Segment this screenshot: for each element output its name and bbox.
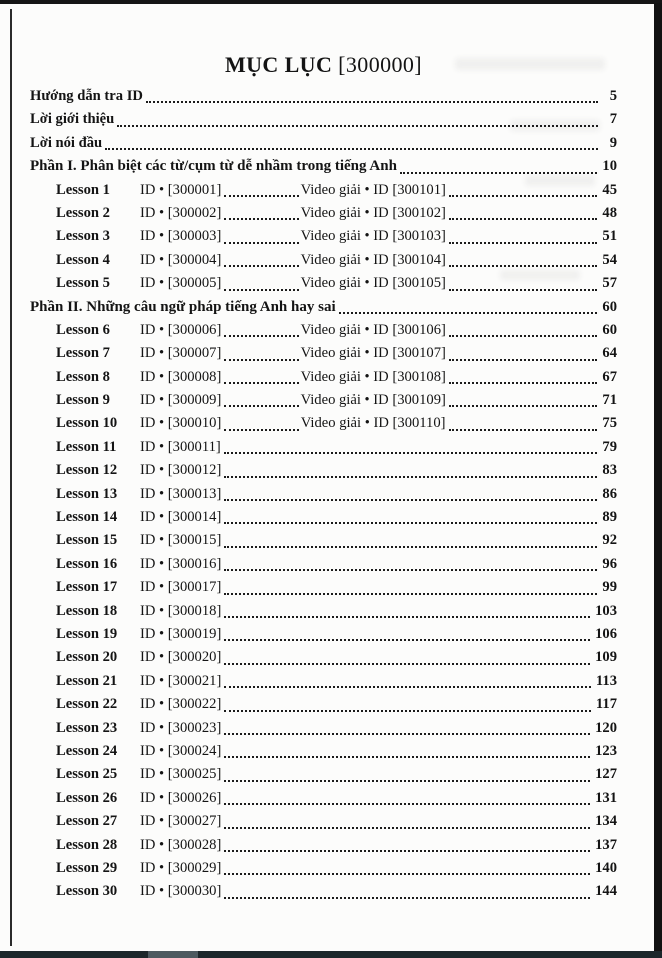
section-heading: Phần I. Phân biệt các từ/cụm từ dễ nhầm trong tiếng Anh [30, 158, 397, 175]
lesson-label: Lesson 24 [56, 742, 118, 759]
toc-entry-lesson [30, 717, 617, 740]
dot-leader [449, 429, 598, 431]
dot-leader [449, 195, 598, 197]
toc-entry-lesson [30, 670, 617, 693]
dot-leader [449, 405, 598, 407]
lesson-label: Lesson 17 [56, 579, 118, 596]
lesson-label: Lesson 12 [56, 462, 118, 479]
toc-entry-lesson [30, 202, 617, 225]
lesson-label: Lesson 28 [56, 836, 118, 853]
dot-leader [224, 827, 590, 829]
toc-entry-lesson [30, 787, 617, 810]
toc-entry-front-matter [30, 108, 617, 131]
lesson-label: Lesson 7 [56, 345, 110, 362]
lesson-label: Lesson 29 [56, 859, 118, 876]
dot-leader [449, 265, 598, 267]
lesson-video-id: Video giải • ID [300103] [300, 228, 446, 245]
lesson-id: ID • [300018] [140, 602, 222, 619]
page-number: 51 [602, 228, 617, 245]
lesson-label: Lesson 6 [56, 321, 110, 338]
page-number: 64 [602, 345, 617, 362]
lesson-id: ID • [300020] [140, 649, 222, 666]
page-number: 57 [602, 275, 617, 292]
page-number: 60 [602, 321, 617, 338]
toc-entry-lesson [30, 459, 617, 482]
dot-leader [224, 616, 590, 618]
lesson-id: ID • [300005] [140, 275, 222, 292]
dot-leader [224, 873, 590, 875]
lesson-label: Lesson 23 [56, 719, 118, 736]
dot-leader [224, 803, 590, 805]
page-fold-line [10, 9, 12, 946]
dot-leader [224, 382, 298, 384]
page-number: 103 [595, 602, 617, 619]
front-matter-label: Hướng dẫn tra ID [30, 88, 143, 104]
dot-leader [224, 569, 597, 571]
toc-entry-lesson [30, 693, 617, 716]
lesson-label: Lesson 4 [56, 251, 110, 268]
lesson-id: ID • [300009] [140, 392, 222, 409]
page-number: 10 [602, 158, 617, 175]
section-heading: Phần II. Những câu ngữ pháp tiếng Anh hay sai [30, 298, 336, 315]
page-number: 9 [609, 134, 617, 151]
dot-leader [224, 405, 298, 407]
scan-edge-right [654, 3, 662, 953]
lesson-label: Lesson 10 [56, 415, 118, 432]
page-number: 109 [595, 649, 617, 666]
dot-leader [449, 335, 598, 337]
toc-entry-lesson [30, 272, 617, 295]
lesson-id: ID • [300014] [140, 509, 222, 526]
lesson-label: Lesson 3 [56, 228, 110, 245]
page-number: 123 [595, 742, 617, 759]
lesson-label: Lesson 30 [56, 883, 118, 900]
dot-leader [449, 242, 598, 244]
toc-list [30, 85, 617, 904]
page-number: 79 [602, 438, 617, 455]
lesson-label: Lesson 25 [56, 766, 118, 783]
dot-leader [224, 639, 590, 641]
page-number: 60 [602, 298, 617, 315]
dot-leader [449, 289, 598, 291]
toc-entry-lesson [30, 623, 617, 646]
page-number: 140 [595, 859, 617, 876]
page-number: 45 [602, 181, 617, 198]
lesson-video-id: Video giải • ID [300106] [300, 321, 446, 338]
lesson-video-id: Video giải • ID [300110] [300, 415, 446, 432]
scan-edge-bottom [0, 951, 662, 958]
toc-entry-lesson [30, 225, 617, 248]
toc-entry-lesson [30, 389, 617, 412]
page-number: 137 [595, 836, 617, 853]
lesson-label: Lesson 21 [56, 672, 118, 689]
dot-leader [224, 593, 597, 595]
lesson-video-id: Video giải • ID [300101] [300, 181, 446, 198]
dot-leader [449, 218, 598, 220]
page-number: 75 [602, 415, 617, 432]
lesson-id: ID • [300026] [140, 789, 222, 806]
dot-leader [224, 265, 298, 267]
scan-edge-bottom-segment [148, 951, 198, 958]
lesson-id: ID • [300019] [140, 625, 222, 642]
toc-entry-lesson [30, 436, 617, 459]
lesson-id: ID • [300006] [140, 321, 222, 338]
lesson-video-id: Video giải • ID [300109] [300, 392, 446, 409]
toc-section-heading-row [30, 296, 617, 319]
dot-leader [224, 218, 298, 220]
dot-leader [224, 756, 590, 758]
lesson-label: Lesson 11 [56, 438, 117, 455]
toc-entry-lesson [30, 763, 617, 786]
page-number: 92 [602, 532, 617, 549]
toc-entry-lesson [30, 834, 617, 857]
dot-leader [224, 686, 591, 688]
toc-entry-lesson [30, 810, 617, 833]
lesson-id: ID • [300023] [140, 719, 222, 736]
front-matter-label: Lời nói đầu [30, 134, 103, 151]
lesson-id: ID • [300017] [140, 579, 222, 596]
lesson-id: ID • [300012] [140, 462, 222, 479]
page-number: 144 [595, 883, 617, 900]
scan-edge-top [0, 0, 662, 4]
toc-entry-lesson [30, 529, 617, 552]
lesson-label: Lesson 15 [56, 532, 118, 549]
lesson-label: Lesson 5 [56, 275, 110, 292]
toc-entry-lesson [30, 249, 617, 272]
page-number: 117 [595, 696, 617, 713]
lesson-id: ID • [300025] [140, 766, 222, 783]
lesson-label: Lesson 27 [56, 813, 118, 830]
toc-entry-lesson [30, 553, 617, 576]
lesson-id: ID • [300001] [140, 181, 222, 198]
dot-leader [224, 850, 590, 852]
dot-leader [224, 289, 298, 291]
toc-entry-lesson [30, 600, 617, 623]
lesson-label: Lesson 14 [56, 509, 118, 526]
front-matter-label: Lời giới thiệu [30, 111, 115, 128]
toc-entry-lesson [30, 319, 617, 342]
toc-entry-lesson [30, 506, 617, 529]
lesson-id: ID • [300015] [140, 532, 222, 549]
dot-leader [224, 429, 298, 431]
toc-entry-lesson [30, 857, 617, 880]
page-number: 7 [609, 111, 617, 128]
toc-entry-lesson [30, 576, 617, 599]
dot-leader [224, 476, 597, 478]
dot-leader [449, 359, 598, 361]
lesson-id: ID • [300022] [140, 696, 222, 713]
page-number: 99 [602, 579, 617, 596]
page-title-id: [300000] [338, 52, 423, 77]
lesson-label: Lesson 22 [56, 696, 118, 713]
dot-leader [224, 710, 591, 712]
toc-entry-front-matter [30, 132, 617, 155]
page-number: 5 [609, 88, 617, 104]
lesson-label: Lesson 18 [56, 602, 118, 619]
page-number: 54 [602, 251, 617, 268]
page-number: 127 [595, 766, 617, 783]
lesson-label: Lesson 26 [56, 789, 118, 806]
toc-entry-lesson [30, 179, 617, 202]
lesson-id: ID • [300021] [140, 672, 222, 689]
dot-leader [224, 733, 590, 735]
page-number: 48 [602, 204, 617, 221]
lesson-id: ID • [300002] [140, 204, 222, 221]
lesson-label: Lesson 8 [56, 368, 110, 385]
dot-leader [224, 335, 298, 337]
lesson-video-id: Video giải • ID [300102] [300, 204, 446, 221]
dot-leader [339, 312, 598, 314]
lesson-video-id: Video giải • ID [300107] [300, 345, 446, 362]
page-number: 89 [602, 509, 617, 526]
toc-entry-lesson [30, 880, 617, 903]
page-number: 67 [602, 368, 617, 385]
page-number: 96 [602, 555, 617, 572]
dot-leader [224, 359, 298, 361]
toc-section-heading-row [30, 155, 617, 178]
toc-entry-front-matter [30, 85, 617, 108]
lesson-label: Lesson 19 [56, 625, 118, 642]
dot-leader [224, 663, 590, 665]
toc-entry-lesson [30, 342, 617, 365]
toc-entry-lesson [30, 740, 617, 763]
dot-leader [400, 172, 597, 174]
lesson-id: ID • [300003] [140, 228, 222, 245]
dot-leader [224, 546, 597, 548]
lesson-label: Lesson 16 [56, 555, 118, 572]
lesson-id: ID • [300030] [140, 883, 222, 900]
page-number: 71 [602, 392, 617, 409]
lesson-video-id: Video giải • ID [300108] [300, 368, 446, 385]
lesson-id: ID • [300008] [140, 368, 222, 385]
toc-entry-lesson [30, 366, 617, 389]
lesson-id: ID • [300013] [140, 485, 222, 502]
toc-entry-lesson [30, 483, 617, 506]
lesson-id: ID • [300027] [140, 813, 222, 830]
dot-leader [224, 452, 598, 454]
lesson-id: ID • [300010] [140, 415, 222, 432]
page-title-text: MỤC LỤC [224, 52, 333, 77]
toc-entry-lesson [30, 412, 617, 435]
lesson-video-id: Video giải • ID [300105] [300, 275, 446, 292]
page-number: 113 [595, 672, 617, 689]
lesson-label: Lesson 2 [56, 204, 110, 221]
lesson-label: Lesson 13 [56, 485, 118, 502]
dot-leader [224, 242, 298, 244]
dot-leader [224, 499, 597, 501]
lesson-id: ID • [300028] [140, 836, 222, 853]
dot-leader [224, 897, 590, 899]
lesson-video-id: Video giải • ID [300104] [300, 251, 446, 268]
dot-leader [224, 522, 597, 524]
page-number: 86 [602, 485, 617, 502]
lesson-id: ID • [300011] [140, 438, 221, 455]
page-number: 134 [595, 813, 617, 830]
dot-leader [117, 125, 598, 127]
dot-leader [224, 780, 590, 782]
lesson-id: ID • [300024] [140, 742, 222, 759]
toc-entry-lesson [30, 646, 617, 669]
lesson-id: ID • [300016] [140, 555, 222, 572]
lesson-label: Lesson 1 [56, 181, 110, 198]
dot-leader [146, 101, 598, 103]
lesson-id: ID • [300004] [140, 251, 222, 268]
dot-leader [105, 148, 598, 150]
page-number: 131 [595, 789, 617, 806]
lesson-label: Lesson 20 [56, 649, 118, 666]
dot-leader [449, 382, 598, 384]
lesson-id: ID • [300029] [140, 859, 222, 876]
lesson-label: Lesson 9 [56, 392, 110, 409]
page-number: 106 [595, 625, 617, 642]
dot-leader [224, 195, 298, 197]
lesson-id: ID • [300007] [140, 345, 222, 362]
page-number: 120 [595, 719, 617, 736]
page-number: 83 [602, 462, 617, 479]
page-title [30, 52, 617, 78]
